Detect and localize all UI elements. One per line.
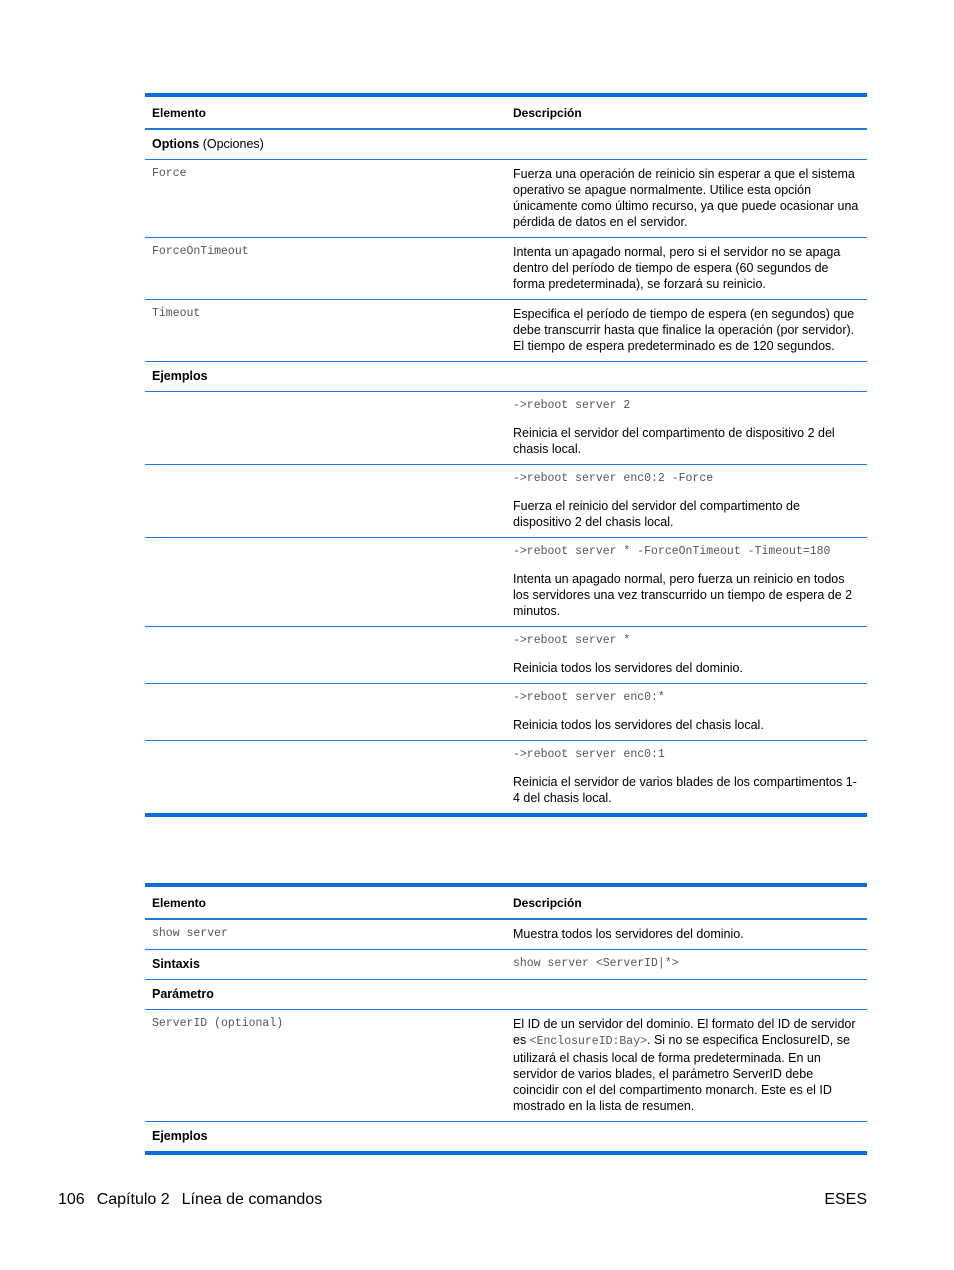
table-row <box>145 238 867 300</box>
option-description: Fuerza una operación de reinicio sin esperar a que el sistema operativo se apague normalmente. Utilice esta opción únicamente como último recurso, ya que puede ocasionar una pérdida de datos en el servidor. <box>513 167 859 229</box>
table-row <box>145 684 867 741</box>
examples-label: Ejemplos <box>152 369 208 383</box>
parameter-desc-code: <EnclosureID:Bay> <box>529 1035 648 1048</box>
parameter-desc-text: El ID de un servidor del dominio. El formato del ID de servidor es <box>513 1017 856 1047</box>
example-description: Reinicia el servidor de varios blades de los compartimentos 1-4 del chasis local. <box>513 775 857 805</box>
page-footer <box>58 1191 867 1211</box>
table-row <box>145 465 867 538</box>
table-row <box>145 392 867 465</box>
command-name: show server <box>152 927 228 940</box>
page-number: 106 <box>58 1191 85 1208</box>
table-row <box>145 160 867 238</box>
options-section-label <box>145 130 506 159</box>
footer-right-label: ESES <box>824 1191 867 1208</box>
example-command: ->reboot server 2 <box>513 399 631 412</box>
parameter-section-row <box>145 980 867 1010</box>
header-element: Elemento <box>152 896 207 910</box>
option-name: ForceOnTimeout <box>152 245 249 258</box>
example-command: ->reboot server * -ForceOnTimeout -Timeout=180 <box>513 545 831 558</box>
example-description: Reinicia todos los servidores del chasis local. <box>513 718 764 732</box>
option-description: Intenta un apagado normal, pero si el servidor no se apaga dentro del período de tiempo de espera (60 segundos de forma predeterminada), se forzará su reinicio. <box>513 245 841 291</box>
footer-left <box>58 1191 322 1211</box>
syntax-label: Sintaxis <box>152 957 200 971</box>
table-row <box>145 627 867 684</box>
chapter-title: Línea de comandos <box>181 1191 323 1208</box>
examples-label: Ejemplos <box>152 1129 208 1143</box>
header-description: Descripción <box>513 896 582 910</box>
options-label-rest: (Opciones) <box>199 137 264 151</box>
header-element: Elemento <box>152 106 207 120</box>
table-row <box>145 538 867 627</box>
parameter-desc-text-2: . Si no se especifica EnclosureID, se utilizará el chasis local de forma predeterminada. En un servidor de varios blades, el parámetro ServerID debe coincidir con el del compartimento monarch. Este es el ID mostrado en la lista de resumen. <box>513 1033 850 1113</box>
table-header-row <box>145 97 867 130</box>
chapter-label: Capítulo 2 <box>96 1191 170 1208</box>
examples-section-row <box>145 1122 867 1151</box>
parameter-name: ServerID (optional) <box>152 1017 284 1030</box>
table-header-row <box>145 887 867 920</box>
option-description: Especifica el período de tiempo de espera (en segundos) que debe transcurrir hasta que finalice la operación (por servidor). El tiempo de espera predeterminado es de 120 segundos. <box>513 307 855 353</box>
table-row <box>145 741 867 813</box>
parameter-description <box>506 1010 867 1121</box>
example-command: ->reboot server enc0:2 -Force <box>513 472 714 485</box>
options-label-bold: Options <box>152 137 200 151</box>
example-description: Reinicia todos los servidores del dominio. <box>513 661 743 675</box>
example-command: ->reboot server enc0:1 <box>513 748 665 761</box>
options-section-row <box>145 130 867 160</box>
table-row <box>145 1010 867 1122</box>
parameter-label: Parámetro <box>152 987 214 1001</box>
option-name: Timeout <box>152 307 201 320</box>
syntax-value: show server <ServerID|*> <box>513 957 679 970</box>
example-description: Intenta un apagado normal, pero fuerza un reinicio en todos los servidores una vez transcurrido un tiempo de espera de 2 minutos. <box>513 572 853 618</box>
option-name: Force <box>152 167 187 180</box>
reboot-server-table <box>145 93 867 817</box>
example-command: ->reboot server * <box>513 634 631 647</box>
command-description: Muestra todos los servidores del dominio. <box>513 927 744 941</box>
example-description: Fuerza el reinicio del servidor del compartimento de dispositivo 2 del chasis local. <box>513 499 800 529</box>
examples-section-row <box>145 362 867 392</box>
example-description: Reinicia el servidor del compartimento de dispositivo 2 del chasis local. <box>513 426 835 456</box>
table-row <box>145 300 867 362</box>
example-command: ->reboot server enc0:* <box>513 691 665 704</box>
syntax-row <box>145 950 867 980</box>
table-row <box>145 920 867 950</box>
show-server-table <box>145 883 867 1155</box>
header-description: Descripción <box>513 106 582 120</box>
